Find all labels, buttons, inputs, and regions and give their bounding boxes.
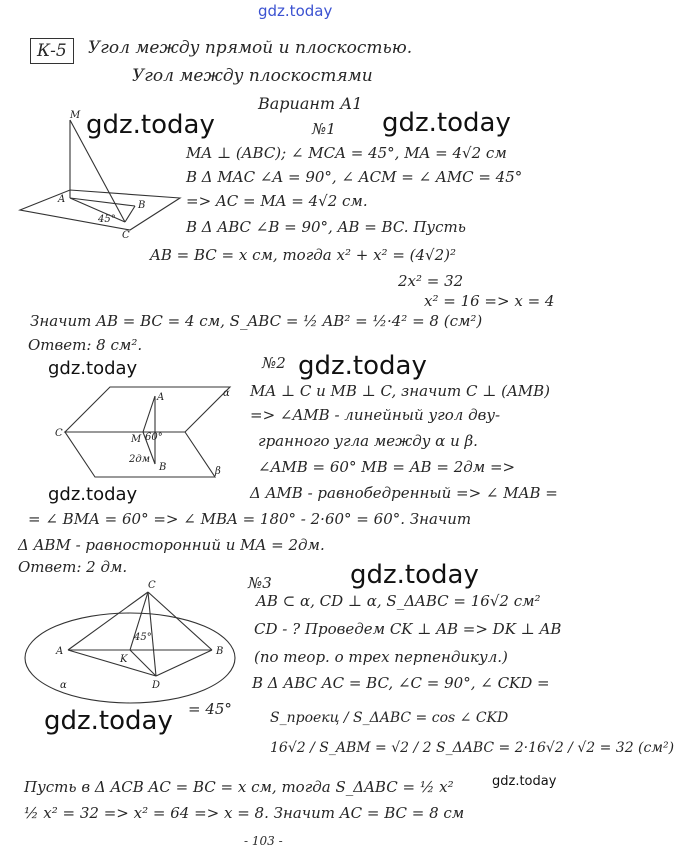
figure-label-d: D <box>152 680 161 691</box>
figure-label-alpha: α <box>223 388 230 399</box>
task2-line: MA ⊥ C и MB ⊥ C, значит C ⊥ (AMB) <box>250 382 551 400</box>
variant-label: Вариант А1 <box>258 94 363 113</box>
figure-label-c: C <box>55 428 63 439</box>
task1-line: x² = 16 => x = 4 <box>424 292 555 310</box>
figure-label-b: B <box>216 646 224 657</box>
task3-number: №3 <box>248 574 272 592</box>
task2-line: = ∠ BMA = 60° => ∠ MBA = 180° - 2·60° = 60°. Значит <box>28 510 472 528</box>
figure-label-a: A <box>56 646 64 657</box>
task1-figure <box>10 110 190 250</box>
watermark: gdz.today <box>492 774 557 789</box>
watermark: gdz.today <box>44 706 173 736</box>
task3-line: S_проекц / S_ΔABC = cos ∠ CKD <box>270 710 509 726</box>
task1-line: Значит AB = BC = 4 см, S_ABC = ½ AB² = ½·4² = 8 (см²) <box>30 312 483 330</box>
figure-label-angle: 45° <box>134 632 152 643</box>
task2-line: Δ ABM - равносторонний и MA = 2дм. <box>18 536 325 554</box>
figure-label-c: C <box>122 230 130 241</box>
task1-line: MA ⊥ (ABC); ∠ MCA = 45°, MA = 4√2 см <box>186 144 507 162</box>
task1-line: AB = BC = x см, тогда x² + x² = (4√2)² <box>150 246 457 264</box>
page-title: Угол между прямой и плоскостью. <box>88 38 413 58</box>
task2-line: ∠AMB = 60° MB = AB = 2дм => <box>258 458 516 476</box>
page-number: - 103 - <box>244 834 283 848</box>
task1-line: В Δ ABC ∠B = 90°, AB = BC. Пусть <box>186 218 466 236</box>
task3-figure <box>20 580 250 708</box>
exercise-code: К-5 <box>30 38 74 64</box>
task1-number: №1 <box>312 120 336 138</box>
watermark: gdz.today <box>350 560 479 590</box>
watermark: gdz.today <box>382 108 511 138</box>
task3-line: = 45° <box>188 700 232 718</box>
task1-line: 2x² = 32 <box>398 272 464 290</box>
task2-line: Δ AMB - равнобедренный => ∠ MAB = <box>250 484 558 502</box>
page-subtitle: Угол между плоскостями <box>132 66 373 86</box>
task2-line: гранного угла между α и β. <box>258 432 478 450</box>
figure-label-beta: β <box>215 466 221 477</box>
figure-label-alpha: α <box>60 680 67 691</box>
watermark: gdz.today <box>48 484 138 505</box>
task2-answer: Ответ: 2 дм. <box>18 558 128 576</box>
figure-label-m: M <box>70 110 81 121</box>
figure-label-angle: 60° <box>145 432 163 443</box>
task3-line: CD - ? Проведем CK ⊥ AB => DK ⊥ AB <box>254 620 562 638</box>
figure-label-angle: 45° <box>98 214 116 225</box>
figure-label-a: A <box>157 392 165 403</box>
figure-label-b: B <box>138 200 146 211</box>
figure-label-m: M <box>131 434 142 445</box>
task3-line: 16√2 / S_ABM = √2 / 2 S_ΔABC = 2·16√2 / √2 = 32 (см²) <box>270 740 674 756</box>
figure-label-a: A <box>58 194 66 205</box>
task3-line: В Δ ABC AC = BC, ∠C = 90°, ∠ CKD = <box>252 674 550 692</box>
figure-label-k: K <box>120 654 128 665</box>
task3-line: ½ x² = 32 => x² = 64 => x = 8. Значит AC = BC = 8 см <box>24 804 465 822</box>
task2-line: => ∠AMB - линейный угол дву- <box>250 406 501 424</box>
figure-label-b: B <box>159 462 167 473</box>
task1-line: В Δ MAC ∠A = 90°, ∠ ACM = ∠ AMC = 45° <box>186 168 523 186</box>
figure-label-length: 2дм <box>129 454 150 465</box>
task1-line: => AC = MA = 4√2 см. <box>186 192 368 210</box>
watermark-top: gdz.today <box>258 2 333 20</box>
task3-line: (по теор. о трех перпендикул.) <box>254 648 508 666</box>
watermark: gdz.today <box>298 351 427 381</box>
task3-line: Пусть в Δ ACB AC = BC = x см, тогда S_ΔABC = ½ x² <box>24 778 454 796</box>
task2-figure <box>55 382 235 492</box>
figure-label-c: C <box>148 580 156 591</box>
watermark: gdz.today <box>48 358 138 379</box>
task2-number: №2 <box>262 354 286 372</box>
watermark: gdz.today <box>86 110 215 140</box>
task3-line: AB ⊂ α, CD ⊥ α, S_ΔABC = 16√2 см² <box>256 592 541 610</box>
task1-answer: Ответ: 8 см². <box>28 336 143 354</box>
